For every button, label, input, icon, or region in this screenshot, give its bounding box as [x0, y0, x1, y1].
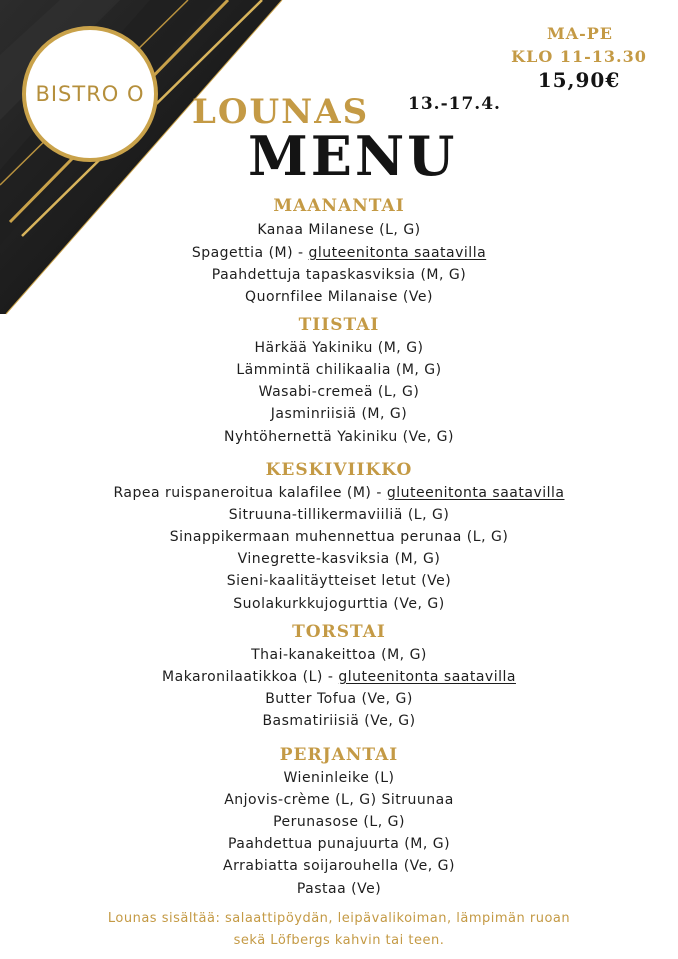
menu-item: Arrabiatta soijarouhella (Ve, G): [223, 858, 455, 874]
bistro-logo: [22, 26, 158, 162]
menu-item: Wieninleike (L): [283, 770, 395, 786]
menu-item: Jasminriisiä (M, G): [270, 406, 408, 422]
menu-item: Vinegrette-kasviksia (M, G): [237, 551, 441, 567]
heading-keskiviikko: KESKIVIIKKO: [265, 460, 413, 480]
menu-item: Quornfilee Milanaise (Ve): [245, 289, 433, 305]
menu-item-text: Makaronilaatikkoa (L) -: [162, 669, 339, 685]
serving-days: MA-PE: [547, 24, 613, 43]
menu-item: Nyhtöhernettä Yakiniku (Ve, G): [224, 429, 454, 445]
menu-item: Kanaa Milanese (L, G): [257, 222, 421, 238]
heading-torstai: TORSTAI: [292, 622, 386, 642]
menu-item: Paahdettuja tapaskasviksia (M, G): [211, 267, 467, 283]
footer-includes-line1: Lounas sisältää: salaattipöydän, leipävalikoiman, lämpimän ruoan: [107, 911, 571, 926]
serving-hours: KLO 11-13.30: [511, 47, 647, 66]
menu-item-text: Rapea ruispaneroitua kalafilee (M) -: [113, 485, 387, 501]
menu-item: Butter Tofua (Ve, G): [265, 691, 413, 707]
menu-item: Paahdettua punajuurta (M, G): [227, 836, 451, 852]
menu-item: Sieni-kaalitäytteiset letut (Ve): [226, 573, 452, 589]
menu-item: Pastaa (Ve): [296, 881, 382, 897]
menu-item: Härkää Yakiniku (M, G): [254, 340, 424, 356]
gluten-free-note: gluteenitonta saatavilla: [338, 669, 516, 685]
menu-item: Basmatiriisiä (Ve, G): [262, 713, 416, 729]
gluten-free-note: gluteenitonta saatavilla: [386, 485, 565, 501]
menu-item: Lämmintä chilikaalia (M, G): [236, 362, 442, 378]
heading-maanantai: MAANANTAI: [273, 196, 405, 216]
menu-item: [0, 669, 678, 685]
menu-item: Anjovis-crème (L, G) Sitruunaa: [224, 792, 454, 808]
menu-item: [0, 485, 678, 501]
title-lounas: LOUNAS: [192, 92, 370, 132]
date-range: 13.-17.4.: [408, 94, 501, 114]
gluten-free-note: gluteenitonta saatavilla: [308, 245, 487, 261]
menu-item: Perunasose (L, G): [273, 814, 405, 830]
logo-text: BISTRO O: [35, 82, 145, 106]
lunch-price: 15,90€: [537, 68, 621, 92]
menu-item: [0, 245, 678, 261]
menu-item: Wasabi-cremeä (L, G): [258, 384, 420, 400]
title-menu: MENU: [248, 124, 458, 188]
footer-includes-line2: sekä Löfbergs kahvin tai teen.: [233, 933, 445, 948]
menu-item-text: Spagettia (M) -: [191, 245, 309, 261]
menu-item: Thai-kanakeittoa (M, G): [251, 647, 427, 663]
menu-item: Sitruuna-tillikermaviiliä (L, G): [228, 507, 450, 523]
heading-perjantai: PERJANTAI: [279, 745, 399, 765]
heading-tiistai: TIISTAI: [298, 315, 380, 335]
menu-item: Suolakurkkujogurttia (Ve, G): [233, 596, 445, 612]
menu-item: Sinappikermaan muhennettua perunaa (L, G): [169, 529, 509, 545]
